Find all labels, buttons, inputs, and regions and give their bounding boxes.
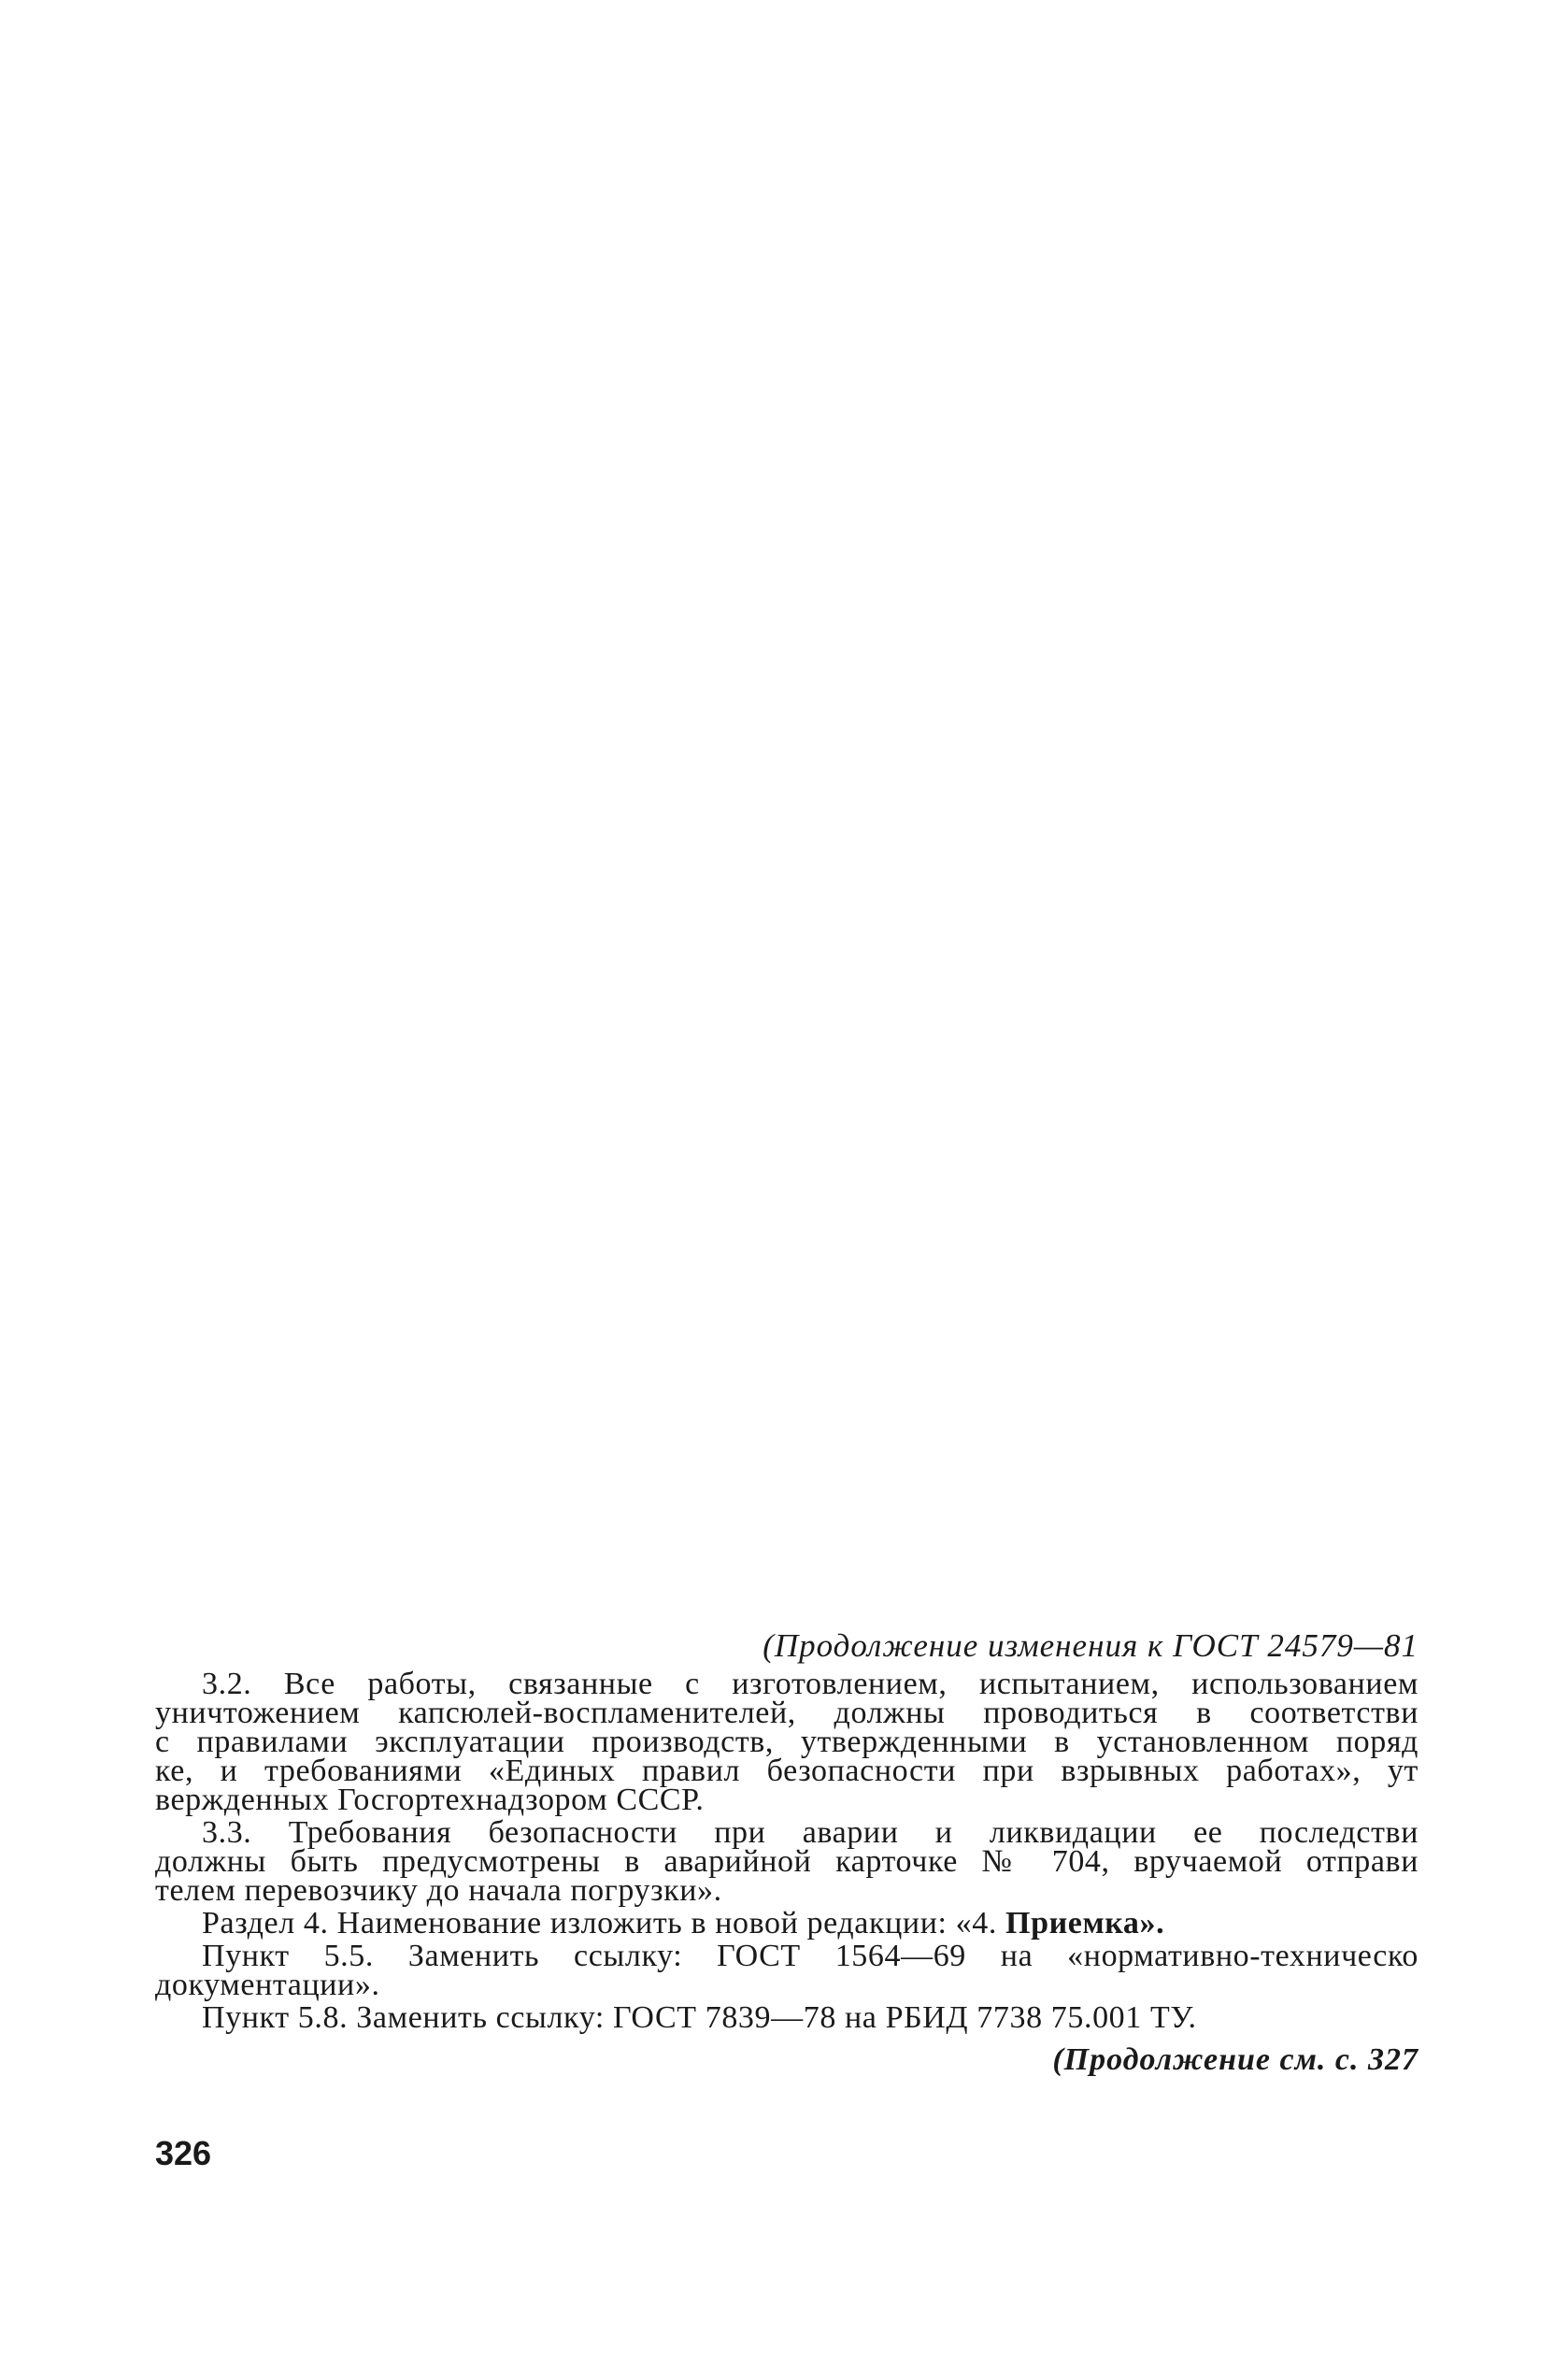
amendment-text: [155, 1627, 1418, 2077]
paragraph-3-3-line-2: должны быть предусмотрены в аварийной карточке № 704, вручаемой отправи: [155, 1844, 1418, 1879]
paragraph-5-5-line-1: Пункт 5.5. Заменить ссылку: ГОСТ 1564—69 на «нормативно-техническо: [202, 1939, 1418, 1973]
paragraph-3-2-line-3: с правилами эксплуатации производств, утвержденными в установленном поряд: [155, 1725, 1418, 1759]
paragraph-3-2-line-4: ке, и требованиями «Единых правил безопасности при взрывных работах», ут: [155, 1754, 1418, 1788]
page-number: 326: [155, 2134, 212, 2172]
paragraph-5-5-line-2: документации».: [155, 1968, 380, 2002]
paragraph-3-2-line-2: уничтожением капсюлей-воспламенителей, должны проводиться в соответстви: [155, 1696, 1418, 1730]
continuation-footer: (Продолжение см. с. 327: [1052, 2042, 1418, 2077]
section-4-paragraph: [155, 1906, 1418, 1941]
continuation-header: (Продолжение изменения к ГОСТ 24579—81: [763, 1627, 1418, 1664]
paragraph-3-3-line-3: телем перевозчику до начала погрузки».: [155, 1873, 722, 1908]
section-4-text: Раздел 4. Наименование изложить в новой редакции: «4.: [202, 1906, 1006, 1941]
paragraph-3-3-line-1: 3.3. Требования безопасности при аварии и ликвидации ее последстви: [202, 1815, 1418, 1850]
paragraph-3-2-line-5: вержденных Госгортехнадзором СССР.: [155, 1783, 705, 1817]
section-4-bold-title: Приемка».: [1005, 1906, 1165, 1941]
paragraph-3-2-line-1: 3.2. Все работы, связанные с изготовлением, испытанием, использованием: [202, 1667, 1418, 1701]
paragraph-5-8: Пункт 5.8. Заменить ссылку: ГОСТ 7839—78 на РБИД 7738 75.001 ТУ.: [202, 2000, 1197, 2035]
